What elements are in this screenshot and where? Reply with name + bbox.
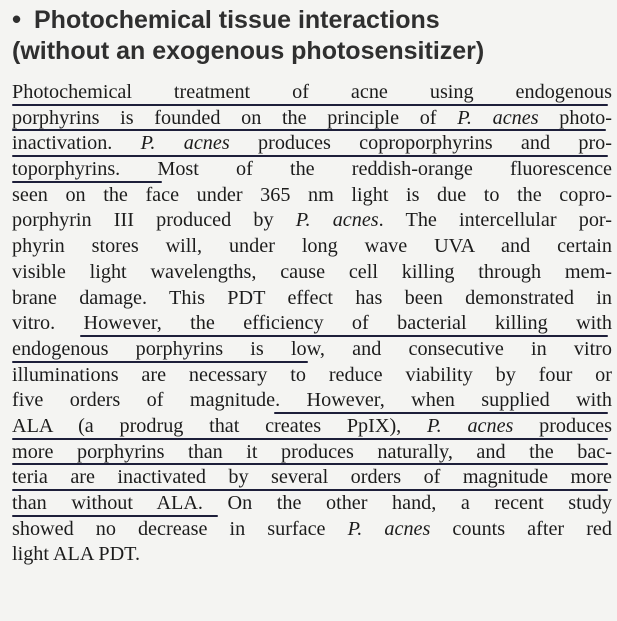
text-segment: phyrin stores will, under long wave UVA and certain [12, 235, 612, 258]
text-segment: toporphyrins. Most of the reddish-orange fluorescence [12, 158, 612, 181]
text-segment-italic: P. acnes [426, 414, 514, 437]
text-line [12, 388, 612, 414]
text-line [12, 440, 612, 466]
text-segment: brane damage. This PDT effect has been demonstrated in [12, 286, 612, 309]
text-line [12, 311, 612, 337]
section-heading [12, 4, 612, 67]
text-line [12, 260, 612, 286]
text-segment: Photochemical treatment of acne using endogenous [12, 81, 612, 103]
text-segment: produces [513, 414, 612, 437]
text-line [12, 542, 612, 568]
text-segment: more porphyrins than it produces naturally, and the bac- [12, 440, 612, 463]
text-segment: teria are inactivated by several orders of magnitude more [12, 466, 612, 489]
text-line [12, 363, 612, 389]
text-segment: porphyrin III produced by [12, 209, 296, 232]
text-segment-italic: P. acnes [140, 132, 230, 155]
text-line [12, 131, 612, 157]
text-segment-italic: P. acnes [295, 209, 379, 232]
text-segment: ALA (a prodrug that creates PpIX), [12, 414, 427, 437]
text-segment: than without ALA. On the other hand, a recent study [12, 492, 612, 514]
text-line [12, 183, 612, 209]
text-line [12, 157, 612, 183]
body-paragraph [12, 80, 612, 568]
bullet-icon: • [12, 4, 22, 34]
heading-line-1 [12, 4, 612, 36]
text-segment: seen on the face under 365 nm light is due to the copro- [12, 183, 612, 206]
text-segment: vitro. However, the efficiency of bacterial killing with [12, 312, 612, 335]
text-line [12, 414, 612, 440]
text-segment-italic: P. acnes [457, 106, 539, 129]
text-segment: porphyrins is founded on the principle of [12, 106, 458, 129]
text-segment: counts after red [430, 517, 612, 540]
text-line [12, 465, 612, 491]
text-line [12, 286, 612, 312]
text-segment: inactivation. [12, 132, 141, 155]
text-line [12, 106, 612, 132]
heading-line-2: (without an exogenous photosensitizer) [12, 37, 485, 65]
text-segment: produces coproporphyrins and pro- [229, 132, 612, 155]
text-segment: . The intercellular por- [378, 209, 612, 232]
text-segment: illuminations are necessary to reduce viability by four or [12, 363, 612, 386]
text-segment: endogenous porphyrins is low, and consecutive in vitro [12, 337, 612, 360]
text-segment: showed no decrease in surface [12, 517, 348, 540]
text-segment: visible light wavelengths, cause cell killing through mem- [12, 260, 612, 283]
text-segment: light ALA PDT. [12, 543, 141, 566]
text-segment: photo- [538, 106, 612, 129]
text-line [12, 337, 612, 363]
text-line [12, 517, 612, 543]
text-line [12, 80, 612, 106]
text-line [12, 208, 612, 234]
text-segment-italic: P. acnes [347, 517, 431, 540]
text-segment: five orders of magnitude. However, when supplied with [12, 389, 612, 412]
text-line [12, 234, 612, 260]
heading-text-1: Photochemical tissue interactions [34, 6, 440, 34]
text-line [12, 491, 612, 517]
